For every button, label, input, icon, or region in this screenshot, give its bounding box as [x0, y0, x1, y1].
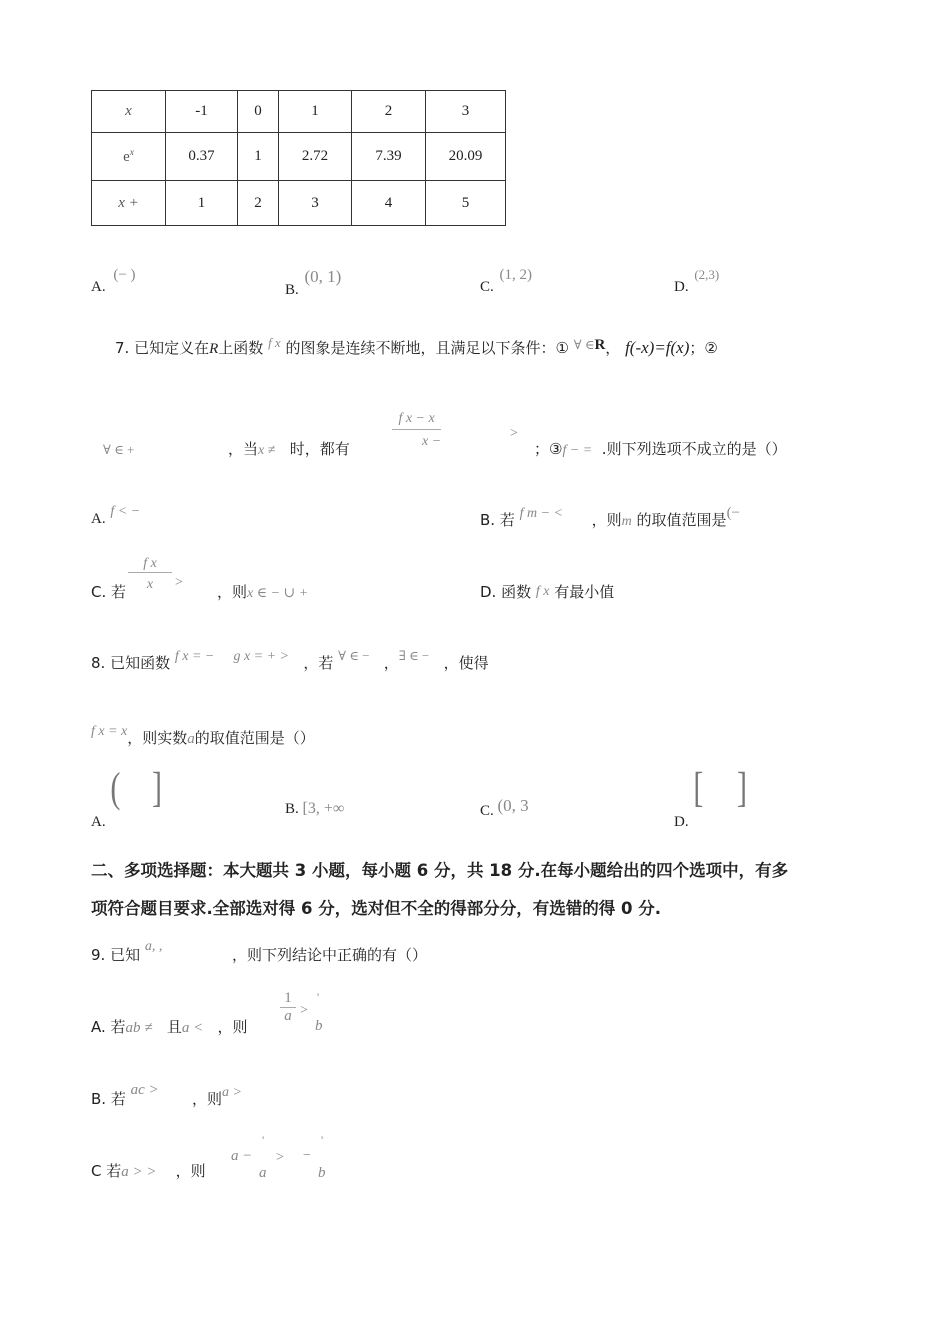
value-table	[91, 90, 506, 226]
section-2-heading: 二、多项选择题：本大题共 3 小题，每小题 6 分，共 18 分.在每小题给出的四个选项中，有多	[91, 861, 789, 880]
q7-condition-2	[103, 418, 135, 457]
q9-option-b	[91, 1082, 242, 1109]
text: 的取值范围是（）	[194, 729, 315, 747]
fraction-numerator: f x − x	[392, 411, 441, 430]
right-bracket-icon: ]	[736, 765, 747, 812]
text: 7. 已知定义在	[115, 339, 210, 357]
text: ，当	[228, 440, 259, 458]
table-cell: 0	[238, 91, 279, 133]
math-expr: a > >	[121, 1164, 157, 1180]
q7-option-b	[480, 505, 741, 530]
fraction-denominator: a	[259, 1165, 267, 1181]
fraction-numerator: f x	[128, 556, 172, 573]
math-expr: ab ≠	[125, 1020, 153, 1036]
text: ，则实数	[127, 729, 188, 747]
math-expr: f − =	[562, 443, 593, 458]
q8-stem-line2	[91, 724, 315, 748]
fraction-denominator: a	[284, 1008, 292, 1024]
math-expr: R	[594, 337, 606, 353]
option-expr: (2,3)	[694, 267, 720, 282]
math-expr: [3, +∞	[302, 800, 345, 817]
math-expr: a <	[181, 1020, 204, 1036]
greater-sign: >	[175, 575, 183, 590]
text: ；③	[534, 440, 563, 458]
option-label: C.	[480, 279, 494, 295]
q8-option-d	[674, 765, 747, 830]
option-label: C. 若	[91, 583, 127, 601]
fraction-denominator: x −	[422, 434, 442, 449]
math-expr: x ∈ − ∪ +	[247, 586, 309, 601]
math-expr: ac >	[130, 1082, 159, 1098]
q7-option-c-then	[217, 581, 308, 602]
section-2-heading-cont: 项符合题目要求.全部选对得 6 分，选对但不全的得部分分，有选错的得 0 分.	[91, 899, 661, 918]
text: 上函数	[218, 339, 264, 357]
math-expr: g x = + >	[233, 649, 290, 664]
q9-a-fraction	[280, 990, 296, 1025]
q7-option-d	[480, 581, 614, 602]
option-label: A.	[91, 511, 106, 527]
table-cell: 3	[279, 181, 352, 226]
text: 的取值范围是	[636, 511, 727, 529]
math-expr: f m − <	[519, 506, 564, 521]
text: 且	[166, 1018, 182, 1036]
q7-option-c-rest	[175, 572, 183, 591]
q8-stem: 8. 已知函数 f x = − g x = + > ，若 ∀ ∈ − ，∃ ∈ − ，使得	[91, 648, 489, 672]
table-row	[92, 133, 506, 181]
option-label: D. 函数	[480, 583, 532, 601]
q7-condition-2-text	[228, 438, 350, 459]
math-var: m	[621, 514, 632, 529]
table-cell: 1	[238, 133, 279, 181]
tick-mark: '	[262, 1133, 265, 1147]
table-cell: 1	[279, 91, 352, 133]
table-row	[92, 91, 506, 133]
right-bracket-icon: ]	[151, 765, 162, 812]
table-cell: 0.37	[166, 133, 238, 181]
option-label: B. 若	[480, 511, 515, 529]
table-cell: x	[92, 91, 166, 133]
option-label: B.	[285, 801, 299, 817]
text: ，则	[192, 1090, 223, 1108]
math-expr: ∀ ∈ −	[338, 648, 370, 663]
table-cell: -1	[166, 91, 238, 133]
math-expr: −	[303, 1148, 311, 1163]
option-label: C.	[480, 803, 494, 819]
table-cell: 2.72	[279, 133, 352, 181]
exp-base: e	[123, 149, 130, 165]
option-expr: (− )	[113, 267, 136, 283]
text: 8. 已知函数	[91, 654, 171, 672]
math-expr: (−	[726, 505, 741, 521]
text: ，	[605, 339, 621, 357]
q8-option-a	[91, 765, 162, 830]
q6-option-a	[91, 267, 136, 296]
text: ，使得	[443, 654, 489, 672]
math-expr: x ≠	[258, 443, 276, 458]
math-expr: f(-x)=f(x)	[625, 338, 690, 357]
greater-sign: >	[510, 426, 518, 441]
q6-option-d	[674, 267, 720, 296]
table-row	[92, 181, 506, 226]
text: ，则	[175, 1162, 206, 1180]
table-cell: 2	[238, 181, 279, 226]
tick-mark: '	[317, 990, 320, 1004]
math-expr: a −	[231, 1148, 253, 1164]
q7-option-c-fraction	[128, 556, 172, 593]
tick-mark: '	[321, 1133, 324, 1147]
q7-option-c-label	[91, 581, 126, 602]
exp-sup: x	[129, 147, 134, 157]
math-expr: (0, 3	[497, 796, 529, 815]
fraction-denominator: x	[146, 577, 154, 592]
table-cell: 1	[166, 181, 238, 226]
text: ，则	[591, 511, 622, 529]
text: ，则	[217, 583, 248, 601]
math-expr: ∀ ∈	[573, 337, 595, 352]
table-cell: 3	[426, 91, 506, 133]
table-cell: 7.39	[352, 133, 426, 181]
q7-stem	[115, 337, 718, 358]
q9-option-c	[91, 1160, 206, 1181]
text: ，则	[217, 1018, 248, 1036]
option-label: A. 若	[91, 1018, 126, 1036]
math-expr: f x = −	[174, 649, 215, 664]
option-label: B. 若	[91, 1090, 126, 1108]
option-expr: (1, 2)	[499, 267, 533, 283]
text: 的图象是连续不断地，且满足以下条件：①	[285, 339, 569, 357]
table-cell	[92, 133, 166, 181]
table-cell: 5	[426, 181, 506, 226]
math-expr: f x	[535, 584, 550, 599]
table-cell: x +	[92, 181, 166, 226]
option-label: A.	[91, 814, 106, 830]
q8-option-b	[285, 800, 344, 818]
greater-sign: >	[276, 1150, 284, 1165]
left-bracket-icon: [	[693, 765, 704, 812]
math-expr: f x	[268, 335, 281, 350]
fraction-denominator: b	[318, 1165, 326, 1181]
text: 有最小值	[554, 583, 615, 601]
math-expr: ∀ ∈ +	[103, 442, 135, 457]
option-label: C 若	[91, 1162, 122, 1180]
text: 时，都有	[289, 440, 350, 458]
math-expr: a >	[222, 1085, 242, 1100]
q9-stem	[91, 939, 427, 965]
q6-option-b	[285, 267, 342, 299]
greater-sign: >	[300, 1003, 308, 1018]
option-label: D.	[674, 814, 689, 830]
option-label: B.	[285, 282, 299, 298]
fraction-numerator: 1	[280, 990, 296, 1008]
text: ，则下列结论中正确的有（）	[231, 946, 427, 964]
q6-option-c	[480, 267, 533, 296]
math-var: a	[187, 731, 195, 747]
math-expr: ∃ ∈ −	[398, 648, 430, 663]
q9-option-a	[91, 1016, 248, 1037]
table-cell: 20.09	[426, 133, 506, 181]
option-expr: (0, 1)	[304, 267, 342, 286]
math-var: R	[209, 341, 219, 357]
q7-fraction	[392, 411, 441, 450]
math-expr: f x = x	[91, 724, 128, 739]
q7-option-a	[91, 504, 141, 528]
math-expr: a, ,	[144, 939, 163, 954]
text: .则下列选项不成立的是（）	[601, 440, 787, 458]
table-cell: 4	[352, 181, 426, 226]
text: 9. 已知	[91, 946, 141, 964]
option-label: A.	[91, 279, 106, 295]
math-var: b	[315, 1018, 323, 1034]
q8-option-c	[480, 796, 529, 820]
option-label: D.	[674, 279, 689, 295]
q7-condition-3	[534, 438, 787, 459]
table-cell: 2	[352, 91, 426, 133]
math-expr: f < −	[110, 504, 141, 519]
text: ，若	[303, 654, 334, 672]
text: ；②	[689, 339, 718, 357]
left-paren-icon: (	[110, 765, 121, 812]
